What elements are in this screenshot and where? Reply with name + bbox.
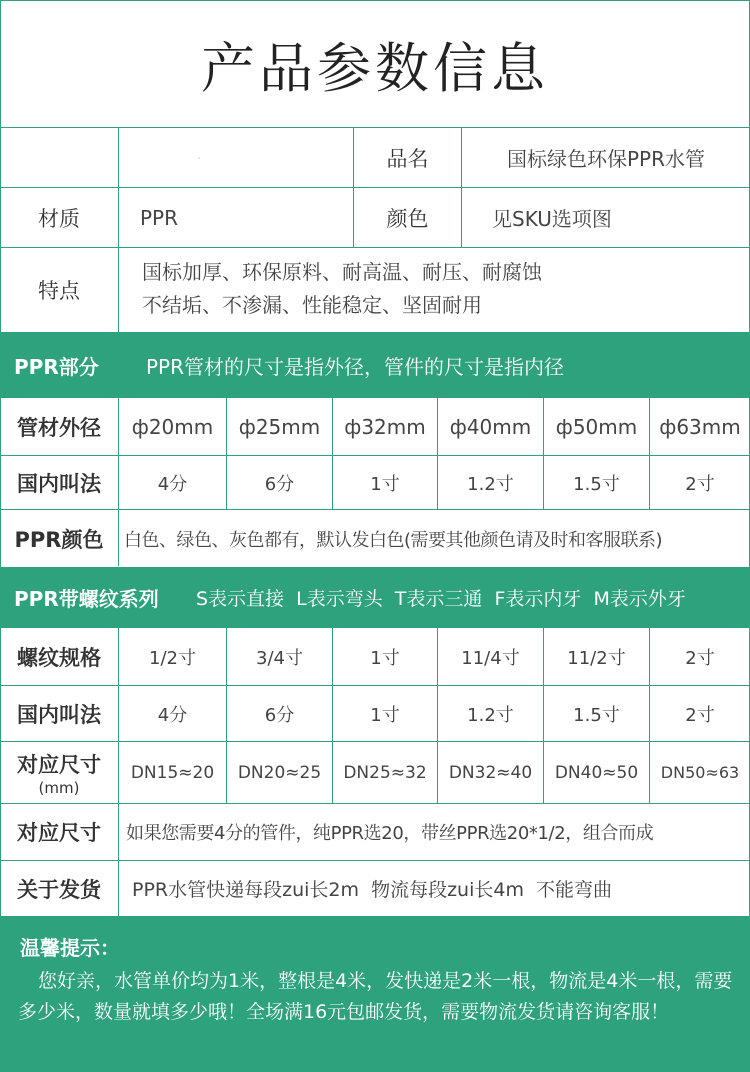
thread-domestic-cell: 2寸 — [685, 704, 715, 726]
size-note-value: 如果您需要4分的管件，纯PPR选20，带丝PPR选20*1/2，组合而成 — [126, 823, 654, 844]
color-value: 见SKU选项图 — [492, 207, 612, 231]
domestic-name-cell: 2寸 — [685, 473, 715, 495]
outer-diameter-cell: ф50mm — [555, 414, 638, 439]
shipping-label: 关于发货 — [17, 877, 101, 902]
ppr-color-value: 白色、绿色、灰色都有，默认发白色(需要其他颜色请及时和客服联系) — [124, 529, 663, 551]
ppr-section-band — [0, 332, 750, 398]
thread-section-note: S表示直接 L表示弯头 T表示三通 F表示内牙 M表示外牙 — [196, 588, 686, 610]
thread-spec-cell: 2寸 — [685, 647, 715, 669]
thread-spec-cell: 1/2寸 — [149, 647, 196, 669]
domestic-name-cell: 1.2寸 — [467, 473, 514, 495]
thread-domestic-cell: 4分 — [157, 704, 188, 726]
tips-heading: 温馨提示： — [20, 936, 120, 960]
shipping-value: PPR水管快递每段zui长2m 物流每段zui长4m 不能弯曲 — [132, 879, 613, 901]
thread-spec-cell: 11/4寸 — [461, 647, 520, 669]
size-label-cell — [0, 742, 118, 803]
size-unit: (mm) — [38, 778, 80, 797]
thread-spec-cell: 3/4寸 — [256, 647, 303, 669]
material-value: PPR — [140, 205, 179, 230]
product-name-label: 品名 — [386, 146, 429, 171]
thread-section-label: PPR带螺纹系列 — [14, 587, 159, 611]
size-cell: DN20≈25 — [237, 762, 322, 783]
outer-diameter-cell: ф25mm — [238, 414, 321, 439]
feature-line-2: 不结垢、不渗漏、性能稳定、坚固耐用 — [142, 293, 482, 317]
ppr-color-label: PPR颜色 — [14, 527, 104, 552]
size-cell: DN25≈32 — [343, 762, 427, 783]
domestic-name-cell: 1寸 — [370, 473, 400, 495]
stray-dot — [198, 157, 200, 159]
thread-section-band — [0, 567, 750, 628]
domestic-name-label: 国内叫法 — [17, 471, 101, 496]
size-note-label: 对应尺寸 — [17, 821, 101, 845]
thread-domestic-cell: 1.2寸 — [467, 704, 514, 726]
ppr-section-note: PPR管材的尺寸是指外径，管件的尺寸是指内径 — [146, 354, 565, 379]
thread-domestic-cell: 1寸 — [370, 704, 400, 726]
size-cell: DN15≈20 — [130, 762, 215, 783]
grid-line — [118, 128, 119, 332]
outer-diameter-cell: ф20mm — [131, 414, 214, 439]
thread-spec-cell: 1寸 — [370, 647, 400, 669]
size-label: 对应尺寸 — [17, 752, 101, 777]
color-label: 颜色 — [386, 206, 429, 231]
material-label: 材质 — [38, 206, 80, 231]
domestic-name-cell: 4分 — [157, 473, 188, 495]
product-name-value: 国标绿色环保PPR水管 — [506, 147, 706, 171]
ppr-section-label: PPR部分 — [14, 354, 99, 379]
outer-diameter-label: 管材外径 — [17, 415, 101, 440]
outer-diameter-cell: ф40mm — [449, 414, 532, 439]
feature-value — [142, 256, 742, 328]
thread-spec-cell: 11/2寸 — [567, 647, 626, 669]
feature-label: 特点 — [38, 279, 80, 303]
size-cell: DN32≈40 — [448, 762, 533, 783]
tips-body: 您好亲，水管单价均为1米，整根是4米，发快递是2米一根，物流是4米一根，需要多少米，数量就填多少哦！全场满16元包邮发货，需要物流发货请咨询客服！ — [18, 970, 733, 1023]
domestic-name-cell: 1.5寸 — [573, 473, 620, 495]
thread-domestic-cell: 6分 — [264, 704, 295, 726]
thread-domestic-cell: 1.5寸 — [573, 704, 620, 726]
size-cell: DN50≈63 — [660, 763, 740, 782]
outer-diameter-cell: ф32mm — [344, 414, 426, 439]
feature-line-1: 国标加厚、环保原料、耐高温、耐压、耐腐蚀 — [142, 260, 542, 284]
thread-spec-label: 螺纹规格 — [17, 645, 101, 670]
page-title: 产品参数信息 — [201, 36, 549, 100]
domestic-name-cell: 6分 — [264, 473, 295, 495]
outer-diameter-cell: ф63mm — [659, 414, 741, 439]
thread-domestic-label: 国内叫法 — [17, 702, 101, 727]
size-cell: DN40≈50 — [554, 762, 639, 783]
